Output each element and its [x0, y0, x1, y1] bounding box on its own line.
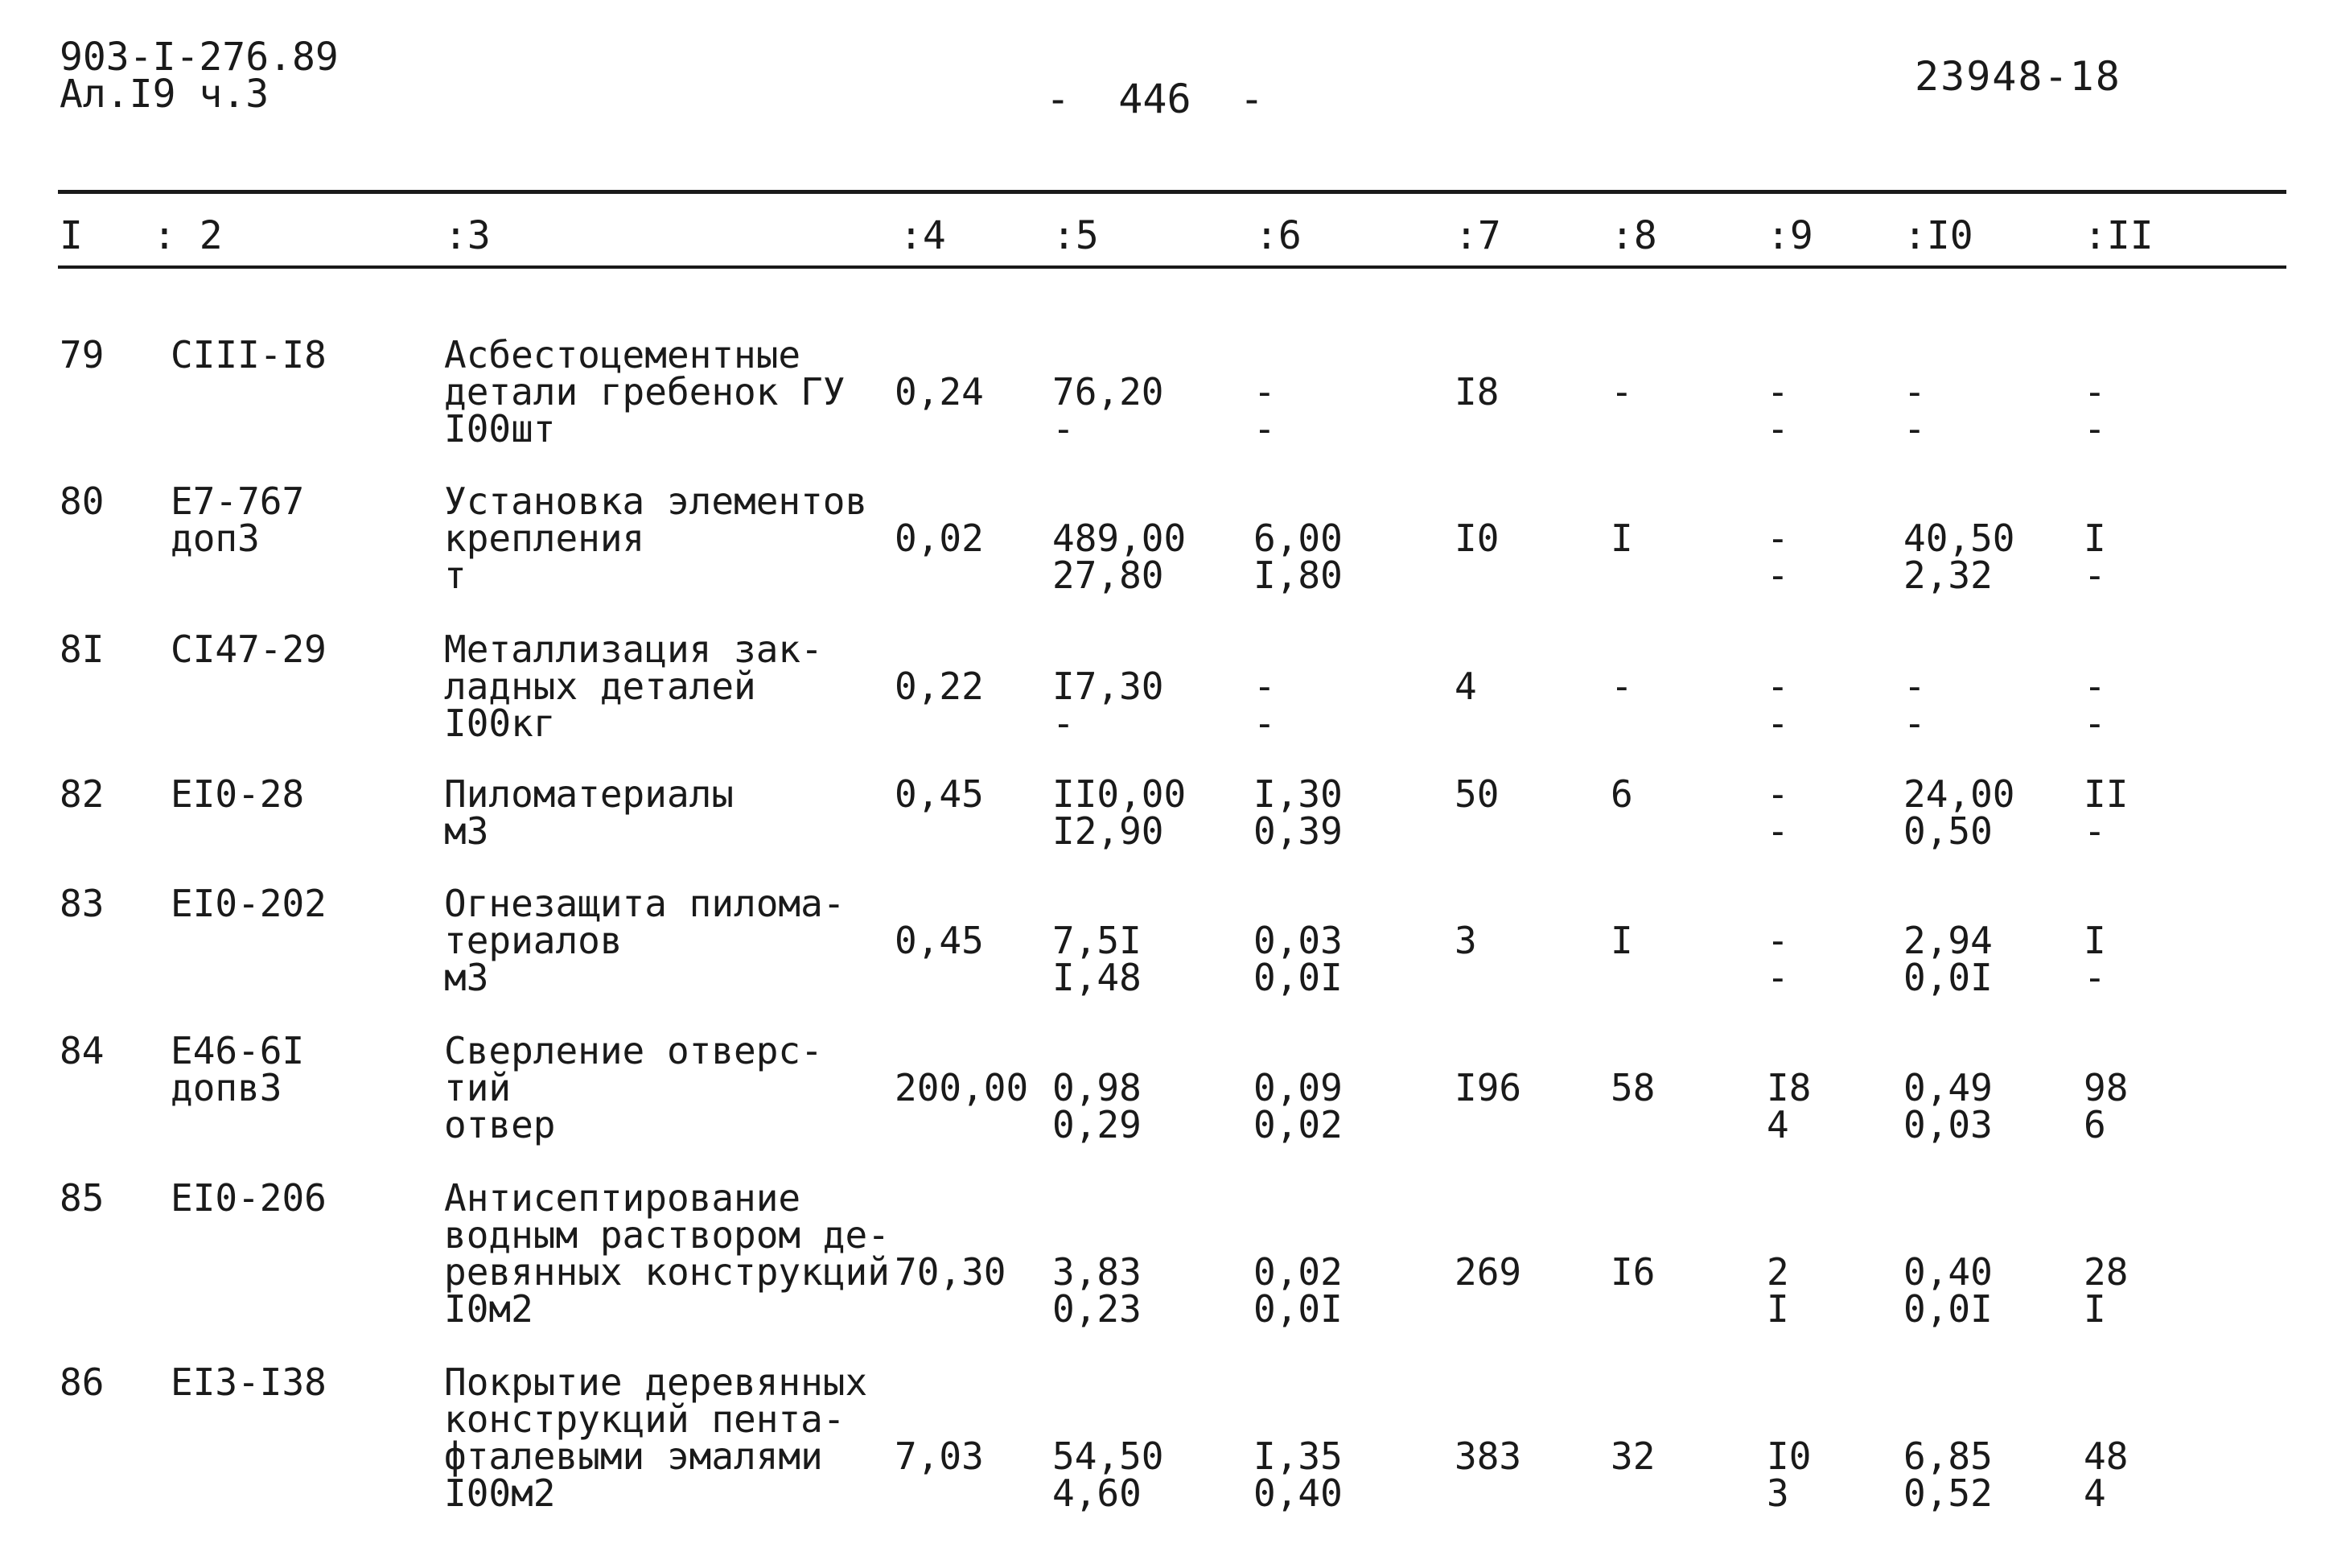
table-cell-r6-c9: I8 4: [1767, 1066, 1812, 1146]
table-cell-r1-c5: 76,20 -: [1052, 370, 1164, 451]
table-cell-r1-c8: -: [1611, 370, 1633, 414]
table-cell-r8-c10: 6,85 0,52: [1903, 1434, 1993, 1515]
table-cell-r6-c5: 0,98 0,29: [1052, 1066, 1142, 1146]
table-cell-r3-c5: I7,30 -: [1052, 665, 1164, 745]
table-cell-r2-c6: 6,00 I,80: [1253, 516, 1343, 597]
table-cell-r3-c9: - -: [1767, 665, 1789, 745]
table-cell-r5-c3: Огнезащита пилома- териалов м3: [444, 882, 846, 999]
table-cell-r3-c3: Металлизация зак- ладных деталей I00кг: [444, 628, 823, 745]
table-cell-r5-c11: I -: [2084, 919, 2106, 999]
table-top-rule: [58, 190, 2286, 194]
table-cell-r6-c4: 200,00: [895, 1066, 1029, 1109]
table-cell-r7-c2: EI0-206: [171, 1176, 327, 1220]
table-cell-r2-c1: 80: [60, 479, 105, 523]
column-header-7: :7: [1455, 213, 1501, 258]
table-cell-r2-c2: E7-767 доп3: [171, 479, 305, 560]
table-cell-r7-c3: Антисептирование водным раствором де- ревянных конструкций I0м2: [444, 1176, 890, 1331]
table-cell-r6-c1: 84: [60, 1029, 105, 1072]
table-cell-r6-c7: I96: [1455, 1066, 1522, 1109]
table-cell-r7-c5: 3,83 0,23: [1052, 1250, 1142, 1331]
page-number: - 446 -: [1046, 76, 1264, 122]
table-cell-r2-c10: 40,50 2,32: [1903, 516, 2015, 597]
column-header-3: :3: [444, 213, 491, 258]
sheet-number: 23948-18: [1915, 53, 2121, 100]
table-cell-r7-c11: 28 I: [2084, 1250, 2129, 1331]
table-cell-r4-c9: - -: [1767, 772, 1789, 853]
table-cell-r4-c10: 24,00 0,50: [1903, 772, 2015, 853]
table-cell-r4-c11: II -: [2084, 772, 2129, 853]
table-cell-r6-c6: 0,09 0,02: [1253, 1066, 1343, 1146]
table-cell-r5-c2: EI0-202: [171, 882, 327, 925]
table-cell-r2-c9: - -: [1767, 516, 1789, 597]
table-cell-r7-c4: 70,30: [895, 1250, 1006, 1294]
table-cell-r1-c10: - -: [1903, 370, 1926, 451]
table-cell-r3-c7: 4: [1455, 665, 1477, 708]
table-cell-r5-c1: 83: [60, 882, 105, 925]
column-header-9: :9: [1767, 213, 1813, 258]
table-cell-r7-c6: 0,02 0,0I: [1253, 1250, 1343, 1331]
table-cell-r3-c10: - -: [1903, 665, 1926, 745]
table-cell-r1-c2: CIII-I8: [171, 333, 327, 377]
column-header-2: : 2: [153, 213, 223, 258]
table-cell-r1-c3: Асбестоцементные детали гребенок ГУ I00шт: [444, 333, 846, 451]
table-cell-r7-c9: 2 I: [1767, 1250, 1789, 1331]
table-cell-r6-c3: Сверление отверс- тий отвер: [444, 1029, 823, 1146]
table-cell-r5-c8: I: [1611, 919, 1633, 962]
table-cell-r5-c5: 7,5I I,48: [1052, 919, 1142, 999]
table-cell-r5-c7: 3: [1455, 919, 1477, 962]
table-cell-r7-c10: 0,40 0,0I: [1903, 1250, 1993, 1331]
table-cell-r5-c10: 2,94 0,0I: [1903, 919, 1993, 999]
table-cell-r8-c4: 7,03: [895, 1434, 984, 1478]
table-cell-r1-c11: - -: [2084, 370, 2106, 451]
column-header-11: :II: [2084, 213, 2154, 258]
table-cell-r4-c7: 50: [1455, 772, 1500, 816]
table-cell-r8-c11: 48 4: [2084, 1434, 2129, 1515]
table-cell-r1-c7: I8: [1455, 370, 1500, 414]
table-cell-r6-c10: 0,49 0,03: [1903, 1066, 1993, 1146]
table-cell-r2-c3: Установка элементов крепления т: [444, 479, 868, 597]
table-cell-r3-c8: -: [1611, 665, 1633, 708]
table-cell-r4-c3: Пиломатериалы м3: [444, 772, 734, 853]
column-header-10: :I0: [1903, 213, 1973, 258]
table-cell-r3-c11: - -: [2084, 665, 2106, 745]
table-cell-r6-c8: 58: [1611, 1066, 1656, 1109]
table-cell-r4-c5: II0,00 I2,90: [1052, 772, 1187, 853]
table-cell-r2-c4: 0,02: [895, 516, 984, 560]
table-cell-r5-c4: 0,45: [895, 919, 984, 962]
table-cell-r8-c1: 86: [60, 1360, 105, 1404]
table-cell-r1-c1: 79: [60, 333, 105, 377]
table-cell-r8-c9: I0 3: [1767, 1434, 1812, 1515]
table-cell-r4-c8: 6: [1611, 772, 1633, 816]
table-cell-r4-c2: EI0-28: [171, 772, 305, 816]
column-header-1: I: [60, 213, 83, 258]
document-code: 903-I-276.89 Ал.I9 ч.3: [60, 35, 339, 117]
table-cell-r8-c7: 383: [1455, 1434, 1522, 1478]
table-cell-r4-c4: 0,45: [895, 772, 984, 816]
table-cell-r8-c3: Покрытие деревянных конструкций пента- фталевыми эмалями I00м2: [444, 1360, 868, 1515]
table-cell-r6-c2: E46-6I допв3: [171, 1029, 305, 1109]
table-cell-r3-c1: 8I: [60, 628, 105, 671]
table-cell-r8-c5: 54,50 4,60: [1052, 1434, 1164, 1515]
table-cell-r3-c4: 0,22: [895, 665, 984, 708]
table-cell-r1-c6: - -: [1253, 370, 1276, 451]
column-header-8: :8: [1611, 213, 1657, 258]
table-cell-r3-c2: CI47-29: [171, 628, 327, 671]
table-cell-r5-c9: - -: [1767, 919, 1789, 999]
table-cell-r8-c2: EI3-I38: [171, 1360, 327, 1404]
table-cell-r4-c1: 82: [60, 772, 105, 816]
table-cell-r4-c6: I,30 0,39: [1253, 772, 1343, 853]
table-cell-r5-c6: 0,03 0,0I: [1253, 919, 1343, 999]
table-cell-r1-c9: - -: [1767, 370, 1789, 451]
table-cell-r7-c8: I6: [1611, 1250, 1656, 1294]
column-header-4: :4: [899, 213, 946, 258]
column-header-5: :5: [1052, 213, 1099, 258]
table-cell-r8-c6: I,35 0,40: [1253, 1434, 1343, 1515]
table-cell-r2-c11: I -: [2084, 516, 2106, 597]
table-cell-r2-c8: I: [1611, 516, 1633, 560]
table-cell-r2-c5: 489,00 27,80: [1052, 516, 1187, 597]
table-header-rule: [58, 265, 2286, 269]
table-cell-r1-c4: 0,24: [895, 370, 984, 414]
table-cell-r2-c7: I0: [1455, 516, 1500, 560]
column-header-6: :6: [1255, 213, 1302, 258]
table-cell-r8-c8: 32: [1611, 1434, 1656, 1478]
table-cell-r7-c7: 269: [1455, 1250, 1522, 1294]
table-cell-r6-c11: 98 6: [2084, 1066, 2129, 1146]
table-cell-r7-c1: 85: [60, 1176, 105, 1220]
table-cell-r3-c6: - -: [1253, 665, 1276, 745]
